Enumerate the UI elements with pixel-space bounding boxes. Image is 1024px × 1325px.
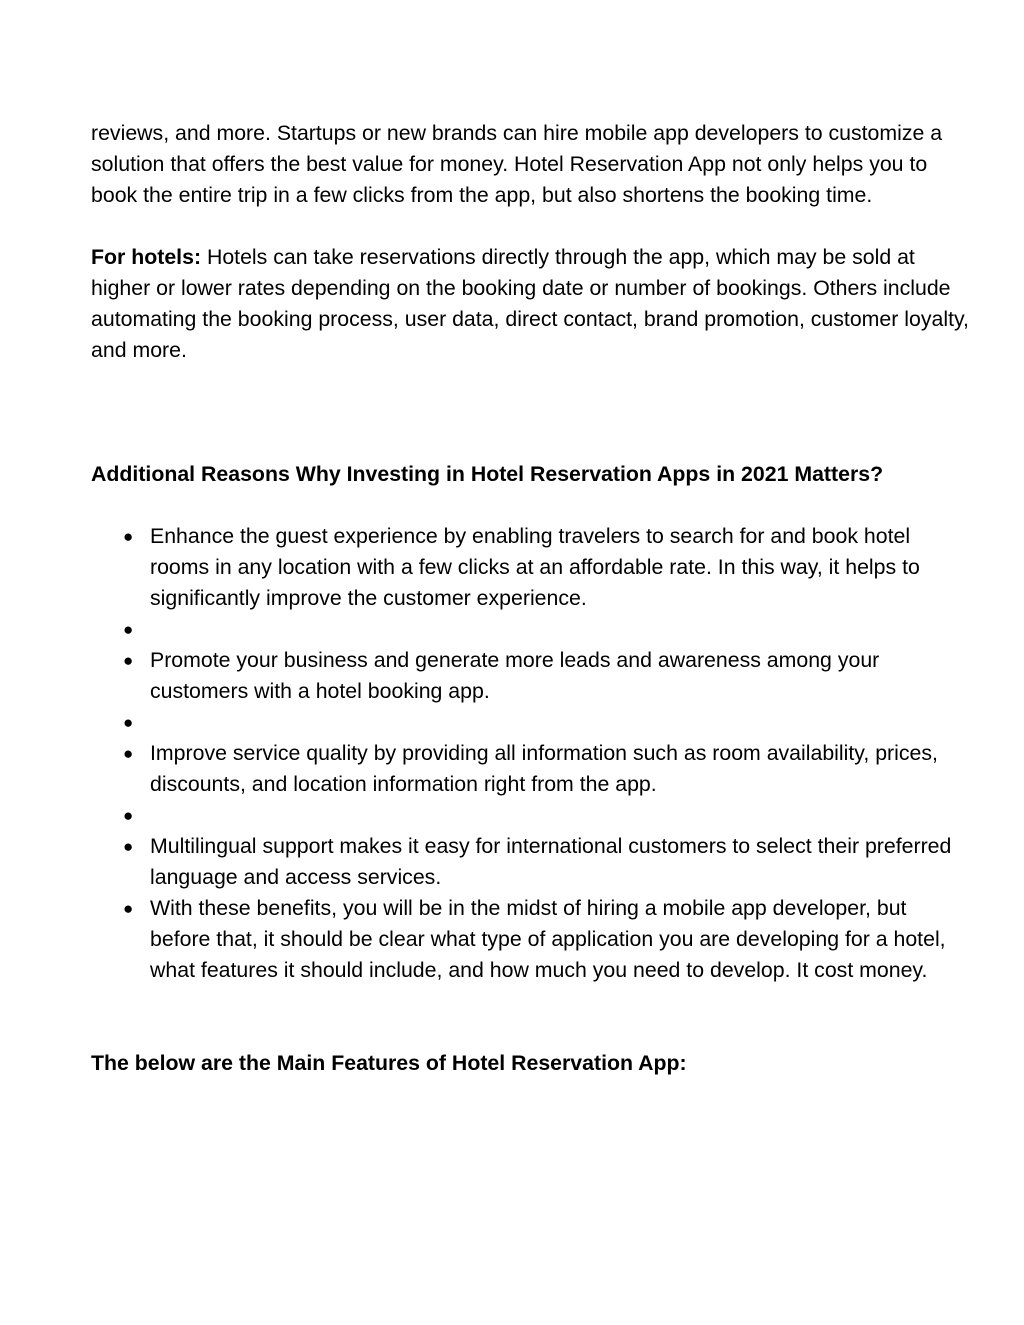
spacer xyxy=(91,490,971,521)
spacer xyxy=(91,211,971,242)
list-item xyxy=(91,800,971,831)
list-item xyxy=(91,521,971,614)
list-item xyxy=(91,738,971,800)
reasons-list xyxy=(91,521,971,986)
list-item-text: Enhance the guest experience by enabling travelers to search for and book hotel rooms in any location with a few clicks at an affordable rate. In this way, it helps to significantly improve the customer experience. xyxy=(150,524,920,610)
list-item xyxy=(91,707,971,738)
bullet-icon: ● xyxy=(123,837,134,856)
document-page xyxy=(91,118,971,1079)
bullet-icon: ● xyxy=(123,713,134,732)
list-item xyxy=(91,831,971,893)
list-item xyxy=(91,893,971,986)
intro-paragraph: reviews, and more. Startups or new brands can hire mobile app developers to customize a solution that offers the best value for money. Hotel Reservation App not only helps you to book the entire trip in a few clicks from the app, but also shortens the booking time. xyxy=(91,121,943,207)
list-item-text: Multilingual support makes it easy for international customers to select their preferred language and access services. xyxy=(150,834,952,889)
bullet-icon: ● xyxy=(123,744,134,763)
list-item-text: Promote your business and generate more leads and awareness among your customers with a hotel booking app. xyxy=(150,648,880,703)
features-heading: The below are the Main Features of Hotel Reservation App: xyxy=(91,1051,687,1075)
bullet-icon: ● xyxy=(123,620,134,639)
hotels-text: Hotels can take reservations directly through the app, which may be sold at higher or lower rates depending on the booking date or number of bookings. Others include automating the booking process, user data, direct contact, brand promotion, customer loyalty, and more. xyxy=(91,245,969,362)
spacer xyxy=(91,986,971,1048)
list-item-text: Improve service quality by providing all information such as room availability, prices, discounts, and location information right from the app. xyxy=(150,741,938,796)
hotels-paragraph xyxy=(91,242,971,366)
spacer xyxy=(91,366,971,459)
list-item-text: With these benefits, you will be in the midst of hiring a mobile app developer, but before that, it should be clear what type of application you are developing for a hotel, what features it should include, and how much you need to develop. It cost money. xyxy=(150,896,946,982)
bullet-icon: ● xyxy=(123,527,134,546)
list-item xyxy=(91,614,971,645)
bullet-icon: ● xyxy=(123,806,134,825)
section-heading: Additional Reasons Why Investing in Hotel Reservation Apps in 2021 Matters? xyxy=(91,462,884,486)
bullet-icon: ● xyxy=(123,899,134,918)
list-item xyxy=(91,645,971,707)
hotels-lead: For hotels: xyxy=(91,245,202,269)
bullet-icon: ● xyxy=(123,651,134,670)
